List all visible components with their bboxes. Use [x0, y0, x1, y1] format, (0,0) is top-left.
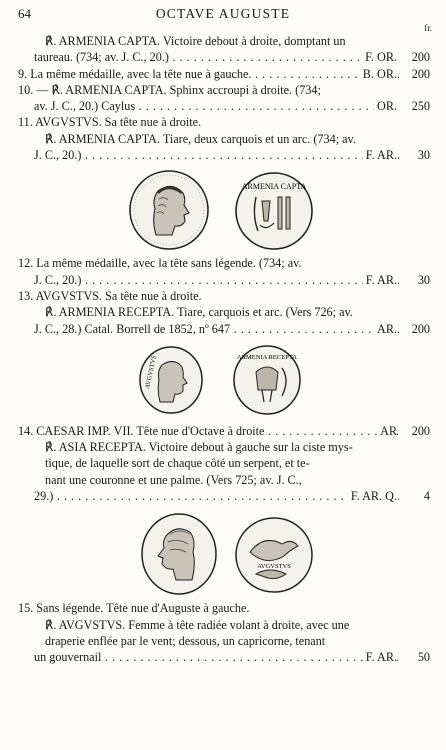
entry-text: ℟. ARMENIA CAPTA. Tiare, deux carquois et un arc. (734; av.: [45, 131, 356, 146]
coin-reverse-tiara-quiver-bow: [232, 344, 302, 416]
page-number: 64: [18, 6, 31, 21]
entry-text: ℟. AVGVSTVS. Femme à tête radiée volant à droite, avec une: [45, 617, 350, 632]
entry-text: 29.) . . .: [34, 488, 399, 504]
coin-legend: ARMENIA CAPTA: [241, 182, 307, 192]
entry-14: [0, 423, 446, 439]
entry-15-date: [0, 649, 446, 665]
entry-text: ℟. ARMENIA RECEPTA. Tiare, carquois et arc. (Vers 726; av.: [45, 305, 353, 320]
entry-8-reverse: [0, 33, 446, 49]
coin-illustration-3: [0, 504, 446, 600]
rarity-metal: B. OR.: [360, 66, 397, 82]
rarity-metal: F. AR. Q.: [348, 488, 397, 504]
rarity-metal: AR: [377, 423, 397, 439]
price: 200: [411, 321, 430, 336]
entry-14-reverse-cont: [0, 472, 446, 488]
rarity-metal: F. AR.: [363, 147, 397, 163]
entry-13-date: [0, 321, 446, 337]
entry-text: ℟. ASIA RECEPTA. Victoire debout à gauche sur la ciste mys-: [45, 440, 353, 455]
entry-text: J. C., 20.) . . .: [34, 147, 399, 163]
entry-text: av. J. C., 20.) Caylus . . .: [34, 98, 399, 114]
coin-obverse-head-right: [128, 169, 210, 251]
entry-12: [0, 255, 446, 271]
coin-obverse-head-left: [140, 512, 218, 596]
page-header: [0, 4, 446, 33]
entry-13-reverse: [0, 304, 446, 320]
running-title: OCTAVE AUGUSTE: [155, 6, 291, 21]
entry-11: [0, 114, 446, 130]
entry-text: taureau. (734; av. J. C., 20.) . . .: [34, 49, 399, 65]
entry-13: [0, 288, 446, 304]
rarity-metal: F. AR.: [363, 272, 397, 288]
rarity-metal: F. OR.: [362, 49, 397, 65]
rarity-metal: AR.: [374, 321, 397, 337]
entry-text: J. C., 28.) Catal. Borrell de 1852, nº 647 . . .: [34, 321, 399, 337]
entry-12-date: [0, 272, 446, 288]
entry-text: draperie enflée par le vent; dessous, un capricorne, tenant: [45, 633, 326, 648]
price: 30: [417, 148, 430, 163]
entry-14-date: [0, 488, 446, 504]
entry-10-date: [0, 98, 446, 114]
rarity-metal: OR.: [374, 98, 397, 114]
price: 200: [411, 50, 430, 65]
entry-10: [0, 82, 446, 98]
coin-illustration-2: [0, 337, 446, 423]
entry-text: tique, de laquelle sort de chaque côté un serpent, et te-: [45, 456, 310, 471]
coin-reverse-tiara-quivers: [234, 171, 314, 251]
coin-legend: ARMENIA RECEPTA: [237, 353, 297, 361]
entry-text: nant une couronne et une palme. (Vers 725; av. J. C.,: [45, 472, 302, 487]
entry-11-reverse: [0, 131, 446, 147]
entry-15-reverse: [0, 617, 446, 633]
entry-8-date: [0, 49, 446, 65]
catalog-entries: [0, 33, 446, 666]
entry-14-reverse: [0, 439, 446, 455]
coin-obverse-head-right-small: [138, 345, 204, 415]
entry-14-reverse-cont: [0, 455, 446, 471]
coin-reverse-flying-woman-capricorn: [234, 516, 314, 594]
price-column-header: fr.: [424, 23, 432, 33]
price: 50: [417, 650, 430, 665]
price: 200: [411, 423, 430, 438]
entry-text: 14. CAESAR IMP. VII. Tête nue d'Octave à droite . . .: [18, 423, 399, 439]
entry-9: [0, 66, 446, 82]
entry-15: [0, 600, 446, 616]
entry-text: 11. AVGVSTVS. Sa tête nue à droite.: [18, 115, 202, 130]
price: 250: [411, 99, 430, 114]
rarity-metal: F. AR.: [363, 649, 397, 665]
entry-11-date: [0, 147, 446, 163]
price: 4: [423, 489, 430, 504]
entry-text: 13. AVGVSTVS. Sa tête nue à droite.: [18, 288, 202, 303]
entry-text: un gouvernail . . .: [34, 649, 399, 665]
coin-legend: AVGVSTVS: [257, 563, 291, 571]
entry-text: 15. Sans légende. Tête nue d'Auguste à gauche.: [18, 601, 250, 616]
entry-text: ℟. ARMENIA CAPTA. Victoire debout à droite, domptant un: [45, 34, 346, 48]
entry-text: 10. — ℟. ARMENIA CAPTA. Sphinx accroupi à droite. (734;: [18, 82, 321, 97]
price: 200: [411, 66, 430, 81]
coin-illustration-1: [0, 163, 446, 255]
entry-text: J. C., 20.) . . .: [34, 272, 399, 288]
coin-legend: AVGVSTVS: [144, 354, 158, 390]
entry-text: 9. La même médaille, avec la tête nue à gauche. . . .: [18, 66, 399, 82]
entry-text: 12. La même médaille, avec la tête sans légende. (734; av.: [18, 256, 302, 271]
price: 30: [417, 272, 430, 287]
entry-15-reverse-cont: [0, 633, 446, 649]
